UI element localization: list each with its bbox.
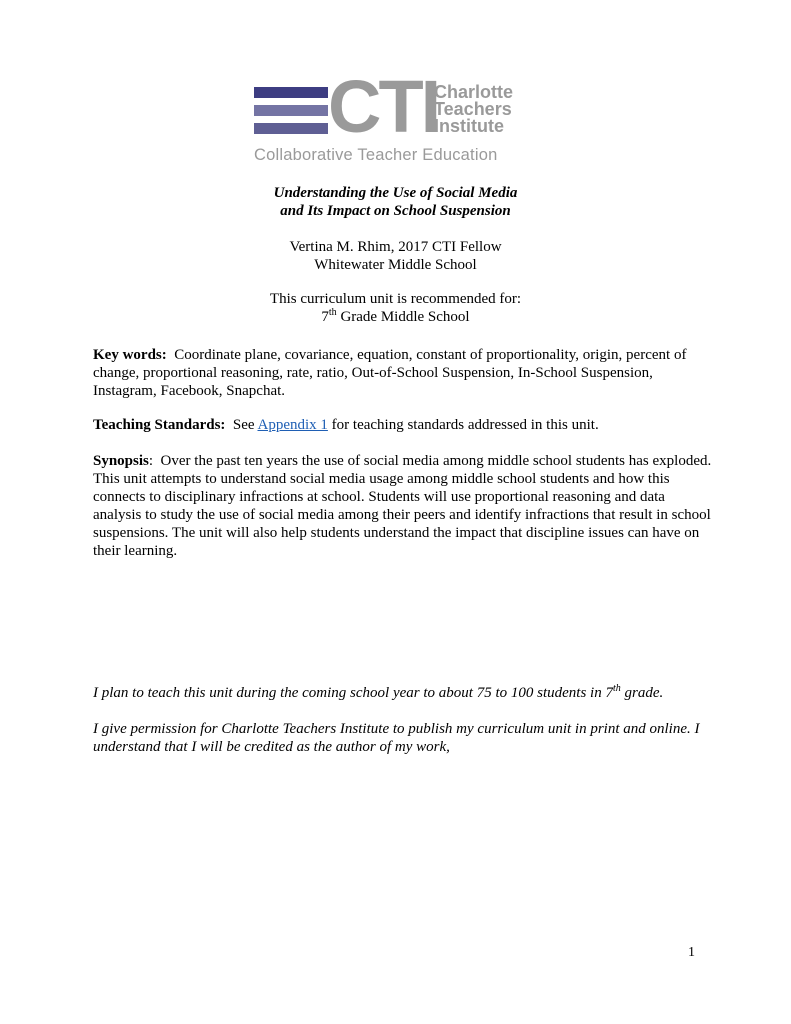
synopsis-text: Over the past ten years the use of social media among middle school students has exploded. This unit attempts to understand social media usage among middle school students and how this connects to disciplinary infractions at school. Students will use proportional reasoning and data analysis to study the use of social media among their peers and identify infractions that result in school suspensions. The unit will also help students understand the impact that discipline issues can have on their learning. xyxy=(93,453,712,559)
unit-title-line1: Understanding the Use of Social Media xyxy=(273,185,518,201)
plan-superscript: th xyxy=(612,683,621,694)
logo-org-line1: Charlotte xyxy=(434,82,514,102)
plan-text: I plan to teach this unit during the coming school year to about 75 to 100 students in 7 xyxy=(93,685,613,701)
keywords-label: Key words: xyxy=(93,347,167,363)
standards-paragraph xyxy=(93,416,713,434)
logo-bar-top xyxy=(254,87,328,98)
logo-org-line2: Teachers xyxy=(434,99,512,119)
logo-org-line3: Institute xyxy=(434,116,504,136)
page-number: 1 xyxy=(688,945,695,960)
synopsis-label: Synopsis xyxy=(93,453,149,469)
logo-org-name xyxy=(434,84,513,135)
synopsis-paragraph xyxy=(93,452,713,560)
author-name: Vertina M. Rhim, 2017 CTI Fellow xyxy=(289,239,502,255)
standards-label: Teaching Standards: xyxy=(93,417,226,433)
plan-end: grade. xyxy=(620,685,664,701)
logo-tagline: Collaborative Teacher Education xyxy=(254,146,498,164)
logo-bar-middle xyxy=(254,105,328,116)
logo-bar-bottom xyxy=(254,123,328,134)
logo-mark: CTI xyxy=(328,65,439,148)
grade-superscript: th xyxy=(328,307,337,318)
appendix-link[interactable]: Appendix 1 xyxy=(257,417,328,433)
author-school: Whitewater Middle School xyxy=(314,257,477,273)
keywords-paragraph xyxy=(93,346,713,400)
recommendation-intro: This curriculum unit is recommended for: xyxy=(269,291,522,307)
recommendation-block xyxy=(0,290,791,326)
grade-number: 7 xyxy=(321,309,329,325)
keywords-text: Coordinate plane, covariance, equation, constant of proportionality, origin, percent of change, proportional reasoning, rate, ratio, Out-of-School Suspension, In-School Suspension, Instagram, Facebook, Snapchat. xyxy=(93,347,687,399)
cti-logo xyxy=(254,65,544,166)
recommendation-grade xyxy=(0,308,791,326)
unit-title xyxy=(0,184,791,220)
unit-title-line2: and Its Impact on School Suspension xyxy=(280,203,511,219)
standards-post: for teaching standards addressed in this unit. xyxy=(327,417,599,433)
author-block xyxy=(0,238,791,274)
grade-rest: Grade Middle School xyxy=(336,309,470,325)
standards-pre: See xyxy=(232,417,258,433)
permission-paragraph: I give permission for Charlotte Teachers Institute to publish my curriculum unit in print and online. I understand that I will be credited as the author of my work, xyxy=(93,721,700,755)
plan-paragraph xyxy=(93,684,713,702)
synopsis-colon: : xyxy=(148,453,154,469)
